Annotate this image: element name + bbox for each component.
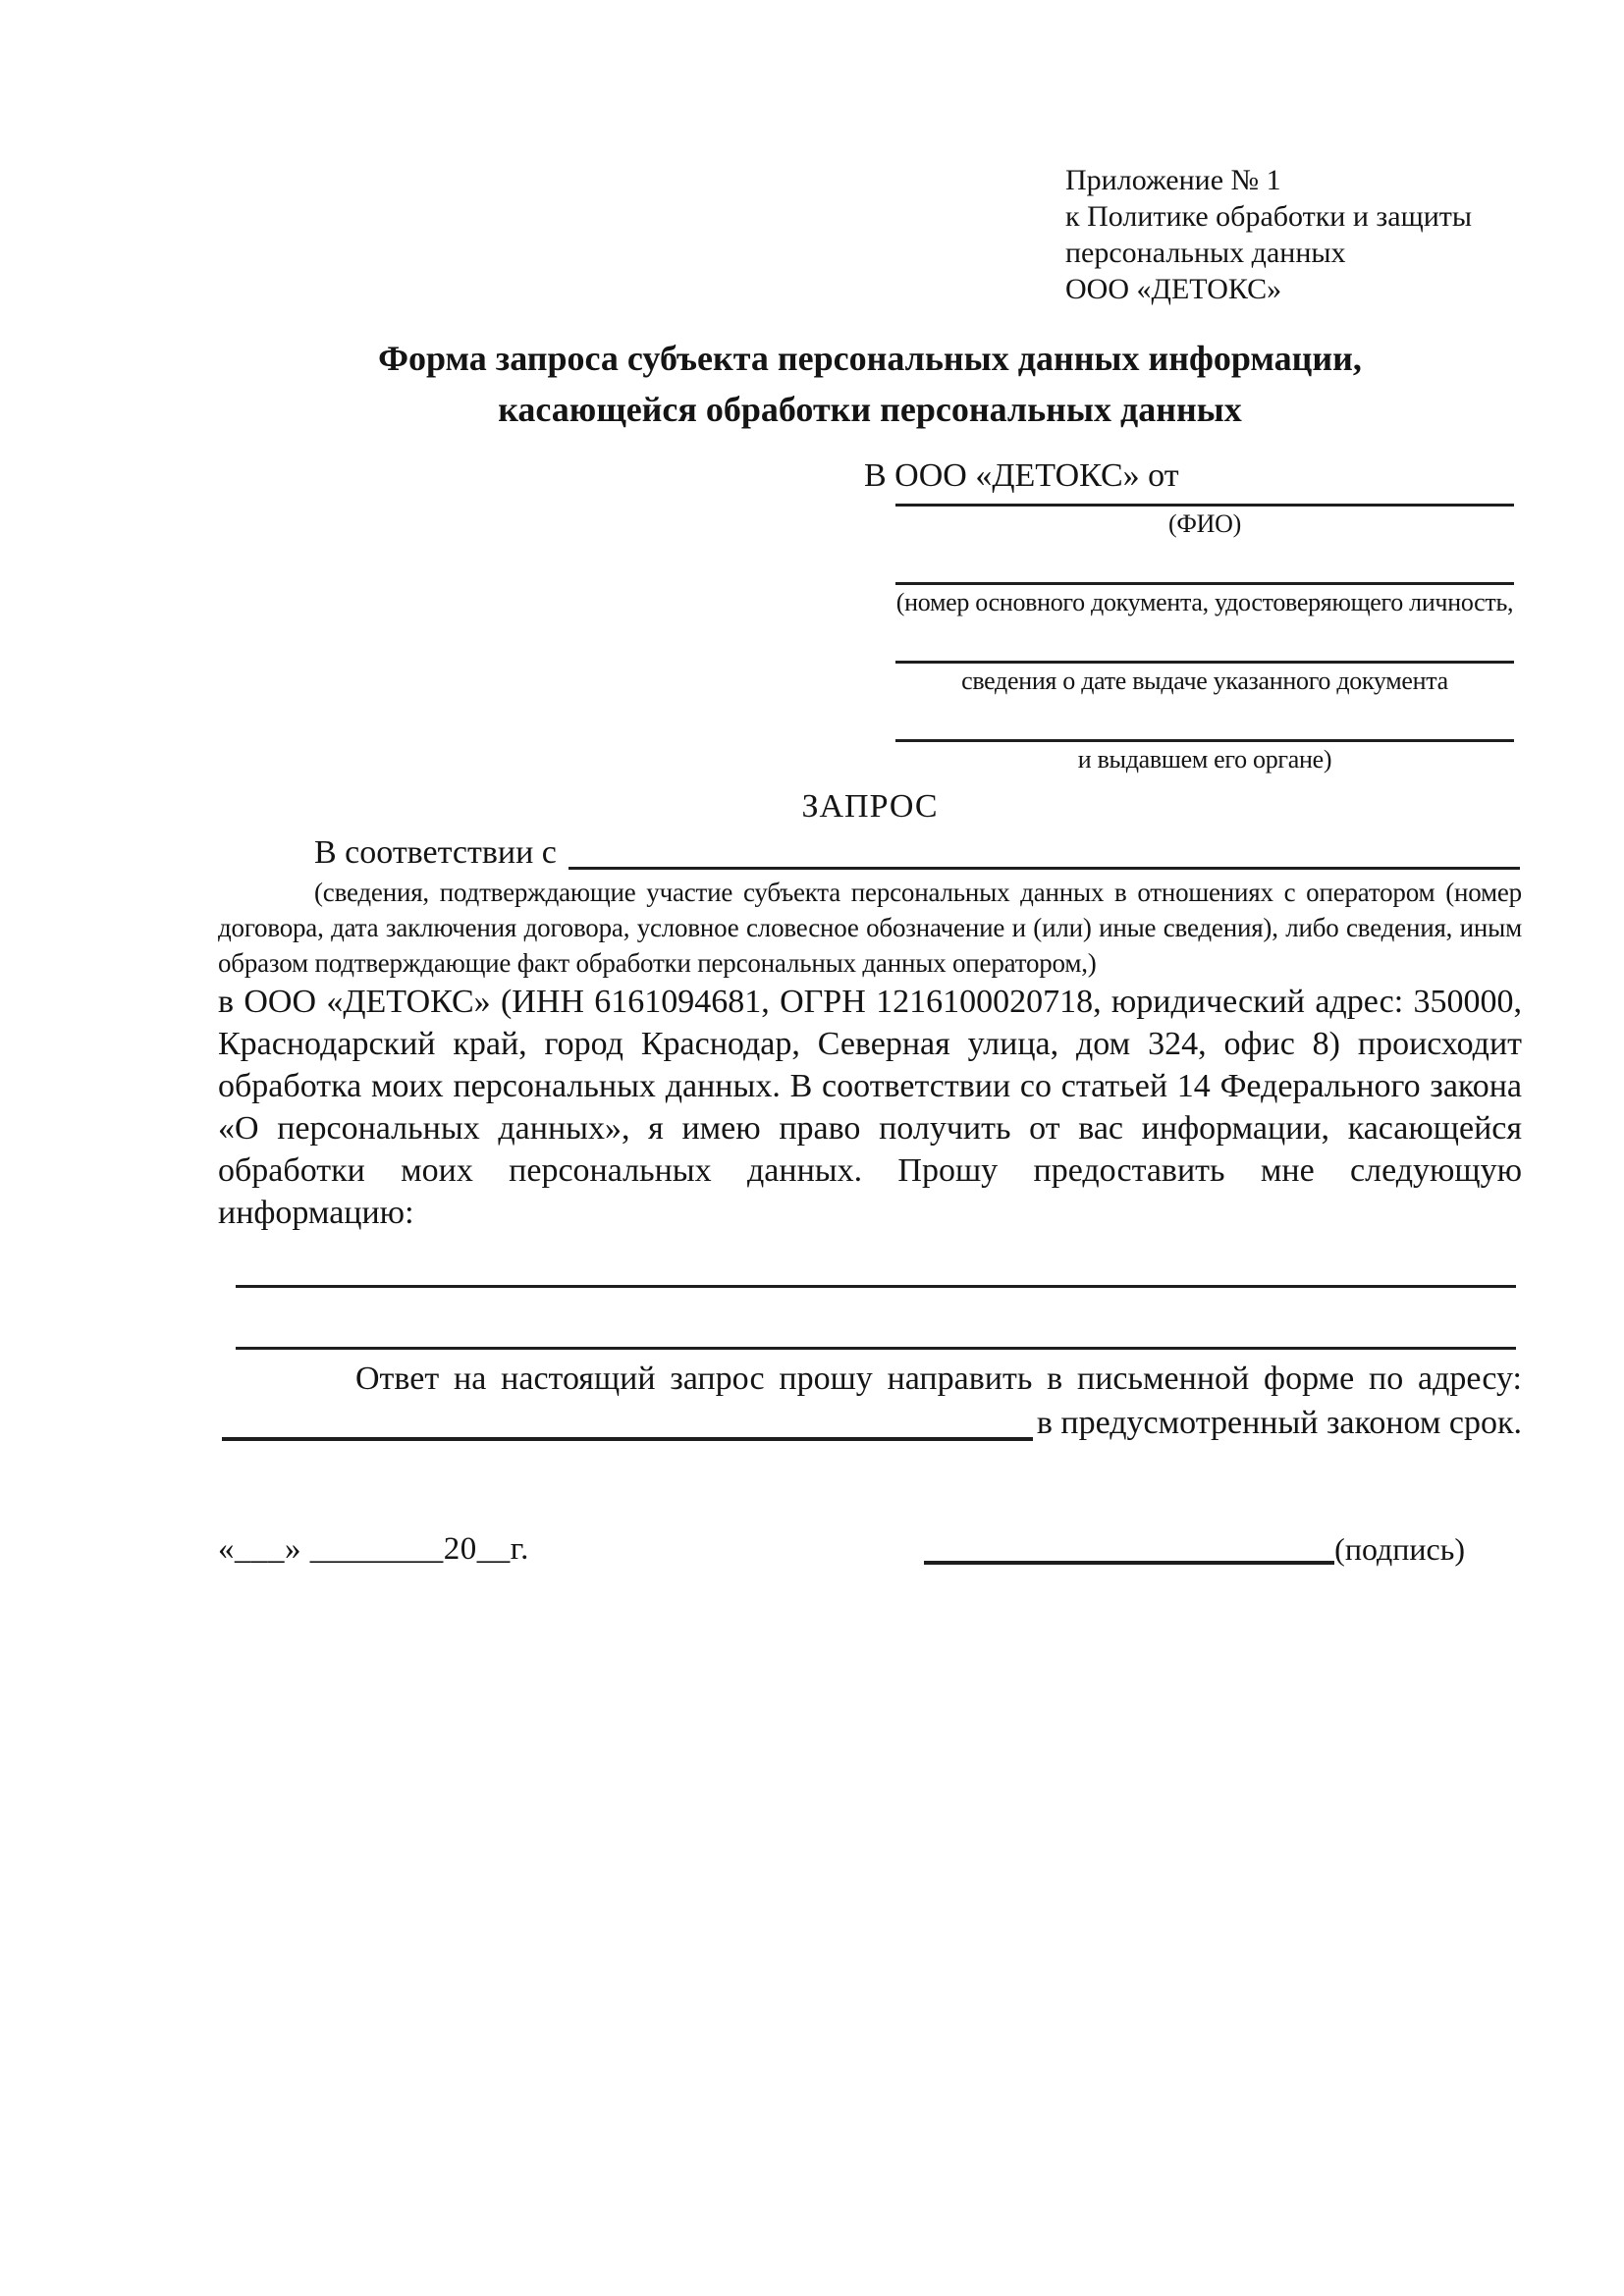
appendix-line-1: Приложение № 1 — [1065, 164, 1281, 196]
blank-row-issue-date — [895, 661, 1514, 696]
blank-row-issuing-authority — [895, 739, 1514, 774]
fio-caption: (ФИО) — [1168, 509, 1241, 538]
intro-blank-line — [568, 867, 1520, 870]
request-body-paragraph: в ООО «ДЕТОКС» (ИНН 6161094681, ОГРН 1216100020718, юридический адрес: 350000, Краснодарский край, город Краснодар, Северная улица, дом 324, офис 8) происходит обработка моих персональных данных. В соответствии со статьей 14 Федерального закона «О персональных данных», я имею право получить от вас информации, касающейся обработки моих персональных данных. Прошу предоставить мне следующую информацию: — [218, 984, 1522, 1231]
info-blank-line-2 — [236, 1347, 1516, 1350]
answer-address-row — [218, 1401, 1522, 1446]
document-title-line-1: Форма запроса субъекта персональных данных информации, — [378, 339, 1362, 378]
appendix-line-2: к Политике обработки и защиты — [1065, 200, 1473, 233]
addressee-line: В ООО «ДЕТОКС» от — [864, 457, 1179, 494]
issue-date-caption: сведения о дате выдаче указанного документа — [961, 667, 1448, 695]
signature-blank-line — [924, 1561, 1334, 1565]
intro-note: (сведения, подтверждающие участие субъекта персональных данных в отношениях с оператором (номер договора, дата заключения договора, условное словесное обозначение и (или) иные сведения), либо сведения, иным образом подтверждающие факт обработки персональных данных оператором,) — [218, 878, 1522, 978]
request-heading: ЗАПРОС — [801, 788, 939, 825]
blank-row-fio — [895, 504, 1514, 539]
appendix-line-3: персональных данных — [1065, 237, 1346, 269]
document-title-line-2: касающейся обработки персональных данных — [498, 390, 1242, 429]
signature-caption: (подпись) — [1334, 1531, 1465, 1567]
intro-row — [218, 831, 1522, 875]
answer-suffix-text: в предусмотренный законом срок. — [1036, 1405, 1522, 1441]
issuing-authority-caption: и выдавшем его органе) — [1077, 745, 1332, 774]
appendix-line-4: ООО «ДЕТОКС» — [1065, 273, 1282, 305]
signature-group — [924, 1528, 1465, 1570]
address-blank-line — [222, 1437, 1033, 1441]
answer-request-line: Ответ на настоящий запрос прошу направить в письменной форме по адресу: — [355, 1361, 1522, 1397]
info-blank-line-1 — [236, 1285, 1516, 1288]
footer-row — [218, 1528, 1522, 1570]
appendix-block — [1065, 162, 1522, 307]
blank-row-document-number — [895, 582, 1514, 617]
intro-prefix: В соответствии с — [314, 834, 557, 871]
document-title — [218, 333, 1522, 435]
date-blank: «___» ________20__г. — [218, 1531, 529, 1567]
document-number-caption: (номер основного документа, удостоверяющего личность, — [895, 588, 1514, 616]
